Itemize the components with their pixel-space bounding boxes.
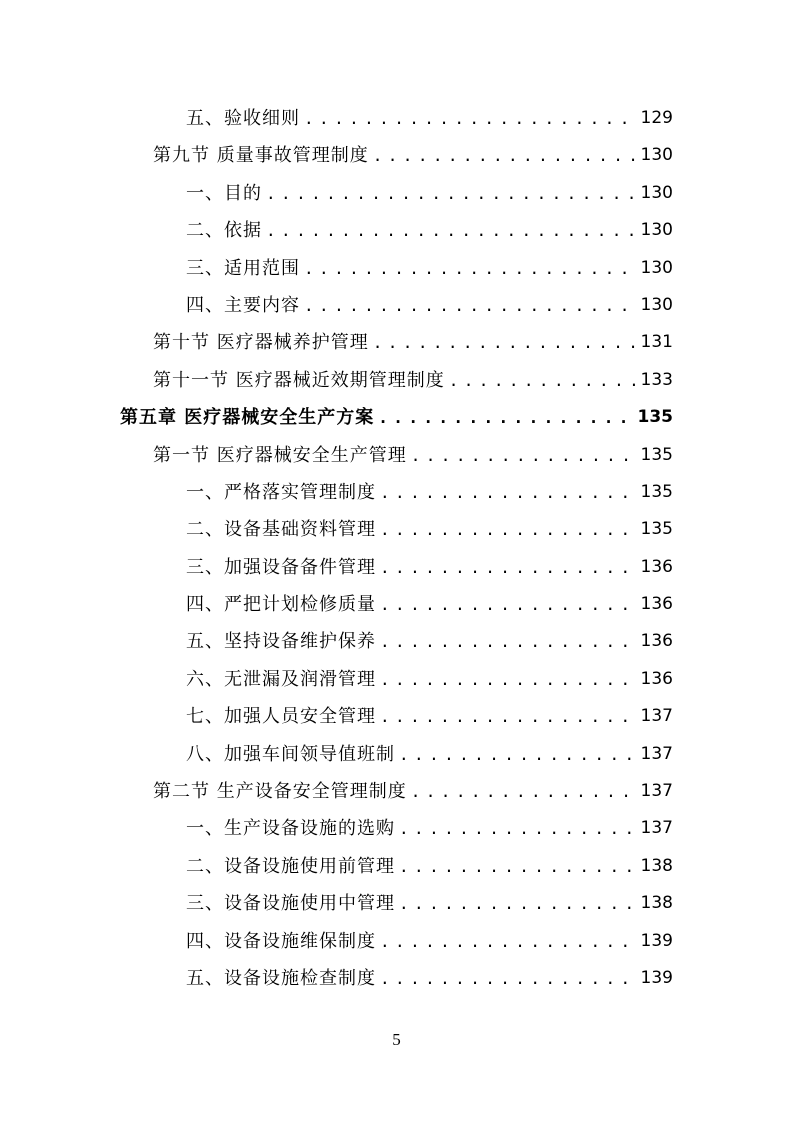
toc-subsection-entry[interactable] [0,549,793,586]
toc-section-entry[interactable] [0,437,793,474]
toc-entry-page: 135 [637,407,673,428]
toc-entry-page: 137 [640,743,673,764]
toc-entry-title: 二、设备设施使用前管理 [186,855,395,877]
toc-subsection-entry[interactable] [0,175,793,212]
toc-entry-title: 五、验收细则 [186,108,300,129]
toc-dot-leader [380,923,635,960]
toc-entry-title: 三、加强设备备件管理 [186,556,376,578]
toc-entry-page: 131 [640,332,673,353]
toc-dot-leader [449,362,635,399]
toc-dot-leader [380,960,635,997]
page-number: 5 [392,1030,401,1049]
toc-section-entry[interactable] [0,773,793,810]
toc-entry-page: 130 [640,145,673,166]
toc-dot-leader [380,549,635,586]
toc-entry-page: 136 [640,668,673,689]
toc-entry-title: 第一节 医疗器械安全生产管理 [153,444,407,466]
toc-entry-title: 第十一节 医疗器械近效期管理制度 [153,369,445,391]
toc-entry-page: 137 [640,706,673,727]
toc-dot-leader [373,324,635,361]
toc-entry-title: 五、设备设施检查制度 [186,967,376,989]
table-of-contents [0,100,793,997]
toc-entry-title: 第十节 医疗器械养护管理 [153,332,369,354]
toc-dot-leader [380,586,635,623]
toc-entry-title: 一、严格落实管理制度 [186,481,376,503]
toc-dot-leader [399,885,635,922]
toc-dot-leader [380,661,635,698]
toc-entry-page: 136 [640,594,673,615]
toc-subsection-entry[interactable] [0,810,793,847]
toc-dot-leader [304,100,635,137]
toc-subsection-entry[interactable] [0,736,793,773]
toc-subsection-entry[interactable] [0,698,793,735]
toc-entry-title: 五、坚持设备维护保养 [186,631,376,653]
toc-entry-title: 第五章 医疗器械安全生产方案 [120,407,375,429]
toc-dot-leader [399,736,635,773]
toc-dot-leader [399,848,635,885]
toc-entry-title: 六、无泄漏及润滑管理 [186,668,376,690]
toc-entry-page: 130 [640,220,673,241]
toc-dot-leader [380,511,635,548]
toc-dot-leader [266,175,635,212]
toc-section-entry[interactable] [0,137,793,174]
toc-entry-title: 二、设备基础资料管理 [186,519,376,541]
toc-entry-page: 130 [640,294,673,315]
toc-entry-title: 八、加强车间领导值班制 [186,743,395,765]
toc-subsection-entry[interactable] [0,923,793,960]
toc-entry-page: 139 [640,967,673,988]
toc-entry-title: 三、适用范围 [186,257,300,279]
toc-dot-leader [373,137,635,174]
toc-entry-page: 139 [640,930,673,951]
toc-entry-title: 一、生产设备设施的选购 [186,818,395,840]
toc-entry-title: 四、主要内容 [186,294,300,316]
toc-entry-title: 二、依据 [186,220,262,242]
toc-entry-title: 一、目的 [186,182,262,204]
toc-dot-leader [411,773,635,810]
toc-subsection-entry[interactable] [0,511,793,548]
toc-entry-page: 138 [640,855,673,876]
toc-subsection-entry[interactable] [0,474,793,511]
toc-entry-page: 135 [640,481,673,502]
toc-section-entry[interactable] [0,324,793,361]
toc-entry-page: 138 [640,893,673,914]
toc-chapter-entry[interactable] [0,399,793,436]
toc-subsection-entry[interactable] [0,960,793,997]
toc-dot-leader [380,698,635,735]
toc-entry-page: 135 [640,444,673,465]
toc-dot-leader [380,623,635,660]
toc-section-entry[interactable] [0,362,793,399]
toc-entry-page: 133 [640,369,673,390]
toc-entry-title: 第二节 生产设备安全管理制度 [153,781,407,803]
toc-subsection-entry[interactable] [0,661,793,698]
toc-subsection-entry[interactable] [0,848,793,885]
toc-dot-leader [378,399,631,436]
toc-dot-leader [411,437,635,474]
toc-entry-page: 130 [640,182,673,203]
toc-subsection-entry[interactable] [0,885,793,922]
toc-entry-page: 136 [640,556,673,577]
toc-entry-page: 136 [640,631,673,652]
toc-entry-page: 137 [640,781,673,802]
toc-entry-page: 129 [640,108,673,128]
toc-dot-leader [266,212,635,249]
toc-dot-leader [380,474,635,511]
toc-dot-leader [304,287,635,324]
toc-subsection-entry[interactable] [0,623,793,660]
toc-entry-title: 七、加强人员安全管理 [186,706,376,728]
toc-subsection-entry[interactable] [0,212,793,249]
toc-subsection-entry[interactable] [0,287,793,324]
toc-entry-title: 三、设备设施使用中管理 [186,893,395,915]
toc-entry-title: 四、严把计划检修质量 [186,594,376,616]
toc-entry-page: 137 [640,818,673,839]
toc-subsection-entry[interactable] [0,250,793,287]
toc-entry-title: 第九节 质量事故管理制度 [153,145,369,167]
toc-entry-title: 四、设备设施维保制度 [186,930,376,952]
toc-dot-leader [399,810,635,847]
toc-dot-leader [304,250,635,287]
toc-subsection-entry[interactable] [0,100,793,137]
toc-entry-page: 130 [640,257,673,278]
toc-entry-page: 135 [640,519,673,540]
toc-subsection-entry[interactable] [0,586,793,623]
